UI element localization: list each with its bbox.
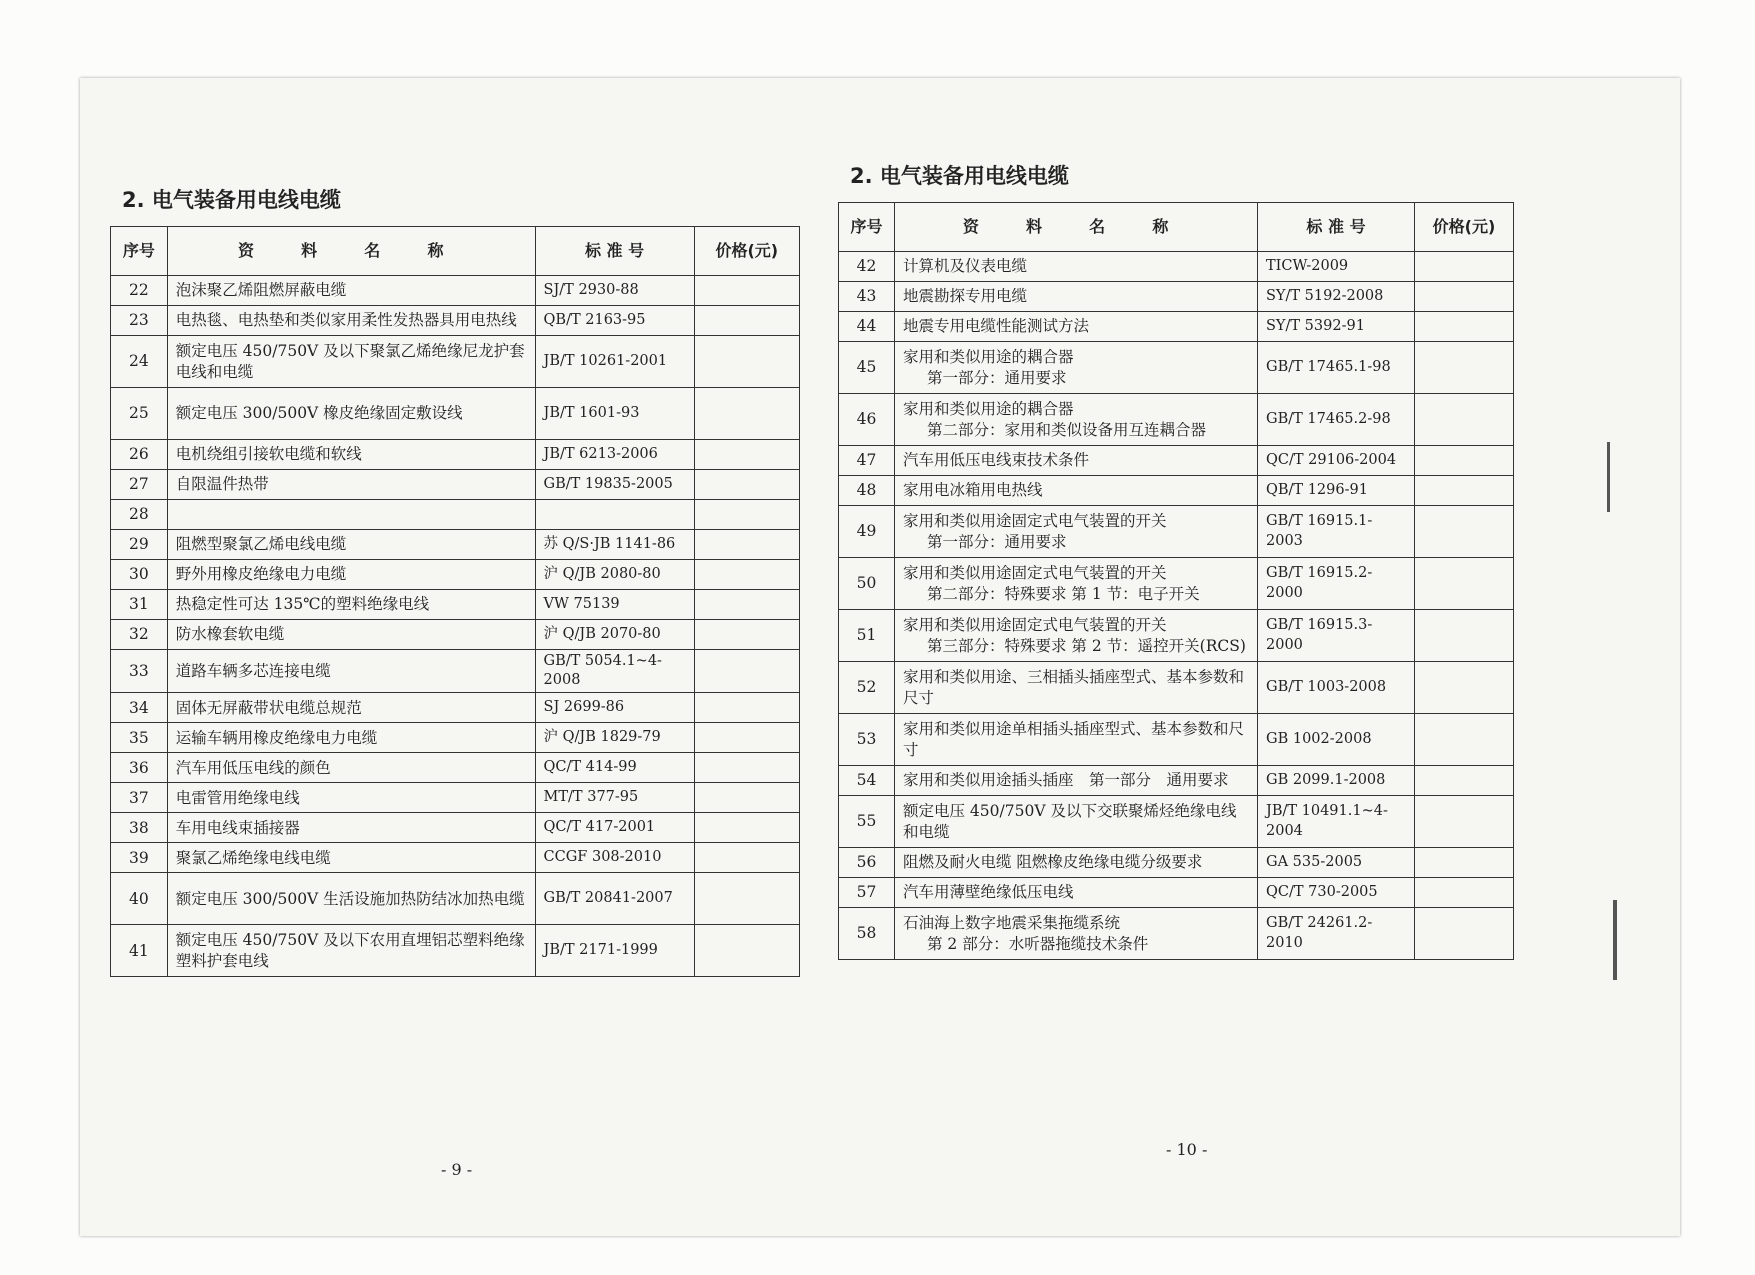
table-row <box>839 342 1514 394</box>
cell-name-line: 泡沫聚乙烯阻燃屏蔽电缆 <box>175 281 347 300</box>
cell-price <box>1415 312 1514 342</box>
table-row <box>839 558 1514 610</box>
cell-name-line: 防水橡套软电缆 <box>175 625 285 644</box>
cell-name <box>167 693 535 723</box>
cell-price <box>1415 282 1514 312</box>
standards-table <box>110 226 800 977</box>
cell-seq: 48 <box>839 476 895 506</box>
cell-name <box>167 306 535 336</box>
cell-name <box>895 282 1258 312</box>
cell-seq: 36 <box>111 753 168 783</box>
cell-name <box>895 662 1258 714</box>
cell-name <box>895 312 1258 342</box>
cell-seq: 29 <box>111 530 168 560</box>
cell-seq: 22 <box>111 276 168 306</box>
cell-seq: 39 <box>111 843 168 873</box>
right-page <box>838 160 1513 960</box>
cell-price <box>694 925 799 977</box>
table-row <box>839 766 1514 796</box>
cell-name-line: 家用和类似用途固定式电气装置的开关 <box>903 616 1167 635</box>
cell-price <box>1415 714 1514 766</box>
cell-standard: JB/T 1601-93 <box>535 388 694 440</box>
col-header-name: 资 料 名 称 <box>895 203 1258 252</box>
cell-standard: GB/T 1003-2008 <box>1258 662 1415 714</box>
cell-price <box>1415 394 1514 446</box>
table-row <box>839 476 1514 506</box>
cell-name <box>167 530 535 560</box>
cell-name-subline: 第一部分：通用要求 <box>927 368 1067 387</box>
cell-name <box>895 848 1258 878</box>
cell-name-line: 额定电压 450/750V 及以下交联聚烯烃绝缘电线和电缆 <box>903 802 1237 841</box>
table-row <box>839 662 1514 714</box>
cell-seq: 42 <box>839 252 895 282</box>
cell-standard: SY/T 5392-91 <box>1258 312 1415 342</box>
cell-name <box>895 558 1258 610</box>
cell-seq: 58 <box>839 908 895 960</box>
cell-name <box>895 908 1258 960</box>
cell-seq: 56 <box>839 848 895 878</box>
cell-price <box>694 440 799 470</box>
cell-seq: 45 <box>839 342 895 394</box>
cell-name-line: 石油海上数字地震采集拖缆系统 <box>903 914 1121 933</box>
cell-standard: QB/T 1296-91 <box>1258 476 1415 506</box>
cell-name <box>895 446 1258 476</box>
cell-standard: 苏 Q/S·JB 1141-86 <box>535 530 694 560</box>
cell-standard: GB/T 19835-2005 <box>535 470 694 500</box>
cell-name-line: 汽车用薄壁绝缘低压电线 <box>903 883 1074 902</box>
cell-seq: 40 <box>111 873 168 925</box>
cell-name-line: 道路车辆多芯连接电缆 <box>175 661 331 680</box>
cell-seq: 41 <box>111 925 168 977</box>
cell-name-line: 电雷管用绝缘电线 <box>175 788 300 807</box>
col-header-price: 价格(元) <box>1415 203 1514 252</box>
table-row <box>111 813 800 843</box>
cell-name-line: 家用和类似用途的耦合器 <box>903 348 1074 367</box>
cell-price <box>1415 476 1514 506</box>
cell-price <box>694 530 799 560</box>
cell-seq: 26 <box>111 440 168 470</box>
cell-price <box>1415 766 1514 796</box>
table-row <box>839 878 1514 908</box>
cell-name-line: 额定电压 300/500V 生活设施加热防结冰加热电缆 <box>175 889 525 908</box>
section-heading: 2. 电气装备用电线电缆 <box>850 164 1069 188</box>
cell-name <box>895 506 1258 558</box>
cell-name-subline: 第 2 部分：水听器拖缆技术条件 <box>927 934 1149 953</box>
cell-name-subline: 第二部分：家用和类似设备用互连耦合器 <box>927 420 1207 439</box>
cell-name <box>167 470 535 500</box>
cell-name <box>167 843 535 873</box>
standards-table <box>838 202 1514 960</box>
cell-name-line: 计算机及仪表电缆 <box>903 257 1028 276</box>
cell-price <box>694 306 799 336</box>
cell-name <box>167 500 535 530</box>
table-row <box>111 723 800 753</box>
cell-seq: 46 <box>839 394 895 446</box>
cell-price <box>1415 252 1514 282</box>
cell-name-line: 车用电线束插接器 <box>175 818 300 837</box>
cell-name-subline: 第二部分：特殊要求 第 1 节：电子开关 <box>927 584 1200 603</box>
cell-seq: 52 <box>839 662 895 714</box>
table-row <box>111 336 800 388</box>
cell-name-line: 固体无屏蔽带状电缆总规范 <box>175 698 362 717</box>
cell-price <box>1415 610 1514 662</box>
cell-price <box>694 500 799 530</box>
cell-seq: 28 <box>111 500 168 530</box>
cell-seq: 35 <box>111 723 168 753</box>
table-row <box>839 610 1514 662</box>
cell-price <box>1415 506 1514 558</box>
cell-name-line: 聚氯乙烯绝缘电线电缆 <box>175 848 331 867</box>
table-row <box>839 714 1514 766</box>
cell-name <box>895 878 1258 908</box>
cell-name <box>167 873 535 925</box>
cell-price <box>694 650 799 693</box>
cell-name-line: 阻燃及耐火电缆 阻燃橡皮绝缘电缆分级要求 <box>903 853 1203 872</box>
cell-seq: 43 <box>839 282 895 312</box>
cell-price <box>694 873 799 925</box>
table-row <box>839 848 1514 878</box>
section-heading: 2. 电气装备用电线电缆 <box>122 188 341 212</box>
table-row <box>839 446 1514 476</box>
cell-name-line: 家用和类似用途插头插座 第一部分 通用要求 <box>903 771 1229 790</box>
cell-seq: 37 <box>111 783 168 813</box>
cell-standard: GB/T 17465.1-98 <box>1258 342 1415 394</box>
cell-standard: GA 535-2005 <box>1258 848 1415 878</box>
cell-price <box>694 336 799 388</box>
cell-seq: 30 <box>111 560 168 590</box>
col-header-seq: 序号 <box>839 203 895 252</box>
cell-price <box>694 470 799 500</box>
cell-standard: GB 1002-2008 <box>1258 714 1415 766</box>
table-row <box>111 925 800 977</box>
cell-name-line: 阻燃型聚氯乙烯电线电缆 <box>175 535 347 554</box>
cell-name <box>167 560 535 590</box>
table-row <box>111 620 800 650</box>
cell-standard: QC/T 417-2001 <box>535 813 694 843</box>
table-body <box>111 276 800 977</box>
cell-price <box>1415 446 1514 476</box>
cell-seq: 54 <box>839 766 895 796</box>
cell-price <box>1415 848 1514 878</box>
cell-price <box>1415 342 1514 394</box>
table-row <box>111 530 800 560</box>
cell-name-line: 运输车辆用橡皮绝缘电力电缆 <box>175 728 378 747</box>
cell-price <box>1415 662 1514 714</box>
cell-seq: 51 <box>839 610 895 662</box>
cell-name <box>895 796 1258 848</box>
table-row <box>111 783 800 813</box>
table-row <box>111 306 800 336</box>
cell-standard: 沪 Q/JB 1829-79 <box>535 723 694 753</box>
cell-seq: 27 <box>111 470 168 500</box>
cell-price <box>694 388 799 440</box>
col-header-std: 标 准 号 <box>535 227 694 276</box>
cell-name <box>167 650 535 693</box>
cell-seq: 38 <box>111 813 168 843</box>
cell-standard: JB/T 10491.1~4-2004 <box>1258 796 1415 848</box>
table-row <box>111 440 800 470</box>
cell-seq: 47 <box>839 446 895 476</box>
col-header-seq: 序号 <box>111 227 168 276</box>
cell-name <box>167 753 535 783</box>
cell-standard: VW 75139 <box>535 590 694 620</box>
cell-name-line: 额定电压 300/500V 橡皮绝缘固定敷设线 <box>175 404 463 423</box>
cell-standard: QC/T 29106-2004 <box>1258 446 1415 476</box>
cell-name-line: 家用和类似用途单相插头插座型式、基本参数和尺寸 <box>903 720 1245 759</box>
table-row <box>111 843 800 873</box>
cell-name-line: 地震勘探专用电缆 <box>903 287 1028 306</box>
cell-name-subline: 第三部分：特殊要求 第 2 节：遥控开关(RCS) <box>927 636 1246 655</box>
binding-mark <box>1613 900 1617 980</box>
col-header-name: 资 料 名 称 <box>167 227 535 276</box>
binding-mark <box>1607 442 1610 512</box>
cell-name-subline: 第一部分：通用要求 <box>927 532 1067 551</box>
cell-name <box>895 252 1258 282</box>
table-row <box>111 873 800 925</box>
cell-price <box>1415 908 1514 960</box>
cell-price <box>694 590 799 620</box>
cell-price <box>694 813 799 843</box>
table-header-row <box>111 227 800 276</box>
cell-name <box>895 476 1258 506</box>
cell-standard <box>535 500 694 530</box>
cell-name <box>167 925 535 977</box>
cell-seq: 44 <box>839 312 895 342</box>
cell-standard: QB/T 2163-95 <box>535 306 694 336</box>
table-row <box>839 796 1514 848</box>
table-row <box>111 693 800 723</box>
cell-price <box>694 693 799 723</box>
table-row <box>111 388 800 440</box>
cell-name-line: 自限温件热带 <box>175 475 269 494</box>
cell-standard: 沪 Q/JB 2070-80 <box>535 620 694 650</box>
cell-standard: MT/T 377-95 <box>535 783 694 813</box>
table-row <box>839 506 1514 558</box>
cell-standard: GB/T 16915.2-2000 <box>1258 558 1415 610</box>
table-row <box>839 282 1514 312</box>
cell-name <box>167 723 535 753</box>
cell-price <box>694 560 799 590</box>
cell-seq: 57 <box>839 878 895 908</box>
cell-name <box>895 394 1258 446</box>
table-header-row <box>839 203 1514 252</box>
table-body <box>839 252 1514 960</box>
cell-seq: 33 <box>111 650 168 693</box>
cell-standard: 沪 Q/JB 2080-80 <box>535 560 694 590</box>
cell-seq: 50 <box>839 558 895 610</box>
page-number: - 10 - <box>1166 1140 1208 1159</box>
cell-price <box>694 620 799 650</box>
page-number: - 9 - <box>441 1160 473 1179</box>
cell-seq: 49 <box>839 506 895 558</box>
cell-name-line: 家用和类似用途固定式电气装置的开关 <box>903 564 1167 583</box>
cell-standard: TICW-2009 <box>1258 252 1415 282</box>
cell-price <box>694 753 799 783</box>
cell-name-line: 汽车用低压电线束技术条件 <box>903 451 1090 470</box>
cell-standard: CCGF 308-2010 <box>535 843 694 873</box>
cell-standard: JB/T 6213-2006 <box>535 440 694 470</box>
cell-standard: JB/T 10261-2001 <box>535 336 694 388</box>
table-row <box>111 500 800 530</box>
cell-standard: GB/T 16915.1-2003 <box>1258 506 1415 558</box>
table-row <box>839 394 1514 446</box>
table-row <box>111 276 800 306</box>
cell-price <box>694 276 799 306</box>
cell-standard: QC/T 414-99 <box>535 753 694 783</box>
table-row <box>111 753 800 783</box>
cell-seq: 34 <box>111 693 168 723</box>
cell-name <box>167 813 535 843</box>
col-header-price: 价格(元) <box>694 227 799 276</box>
cell-name <box>895 714 1258 766</box>
cell-price <box>1415 558 1514 610</box>
cell-name-line: 家用和类似用途的耦合器 <box>903 400 1074 419</box>
cell-price <box>1415 878 1514 908</box>
left-page <box>110 180 800 977</box>
cell-name-line: 额定电压 450/750V 及以下聚氯乙烯绝缘尼龙护套电线和电缆 <box>175 342 525 381</box>
cell-name-line: 电机绕组引接软电缆和软线 <box>175 445 362 464</box>
cell-standard: JB/T 2171-1999 <box>535 925 694 977</box>
cell-price <box>694 783 799 813</box>
cell-standard: SJ/T 2930-88 <box>535 276 694 306</box>
col-header-std: 标 准 号 <box>1258 203 1415 252</box>
cell-name-line: 地震专用电缆性能测试方法 <box>903 317 1090 336</box>
cell-standard: GB/T 16915.3-2000 <box>1258 610 1415 662</box>
cell-name <box>167 440 535 470</box>
table-row <box>111 470 800 500</box>
cell-standard: SY/T 5192-2008 <box>1258 282 1415 312</box>
cell-seq: 23 <box>111 306 168 336</box>
cell-seq: 25 <box>111 388 168 440</box>
cell-name-line: 额定电压 450/750V 及以下农用直埋铝芯塑料绝缘塑料护套电线 <box>175 931 525 970</box>
cell-name <box>167 276 535 306</box>
cell-name <box>895 610 1258 662</box>
table-row <box>111 650 800 693</box>
cell-name-line: 汽车用低压电线的颜色 <box>175 758 331 777</box>
cell-name-line: 家用电冰箱用电热线 <box>903 481 1043 500</box>
table-row <box>839 908 1514 960</box>
cell-name <box>167 620 535 650</box>
cell-name-line: 热稳定性可达 135℃的塑料绝缘电线 <box>175 595 430 614</box>
cell-standard: GB 2099.1-2008 <box>1258 766 1415 796</box>
cell-standard: QC/T 730-2005 <box>1258 878 1415 908</box>
cell-seq: 55 <box>839 796 895 848</box>
cell-price <box>694 843 799 873</box>
table-row <box>111 590 800 620</box>
cell-standard: GB/T 5054.1~4-2008 <box>535 650 694 693</box>
cell-standard: GB/T 24261.2-2010 <box>1258 908 1415 960</box>
cell-name-line: 电热毯、电热垫和类似家用柔性发热器具用电热线 <box>175 311 517 330</box>
cell-name-line: 家用和类似用途、三相插头插座型式、基本参数和尺寸 <box>903 668 1245 707</box>
cell-standard: GB/T 20841-2007 <box>535 873 694 925</box>
cell-standard: SJ 2699-86 <box>535 693 694 723</box>
cell-name <box>895 766 1258 796</box>
cell-seq: 24 <box>111 336 168 388</box>
cell-name <box>167 783 535 813</box>
cell-name <box>167 336 535 388</box>
cell-name <box>895 342 1258 394</box>
cell-name <box>167 590 535 620</box>
cell-seq: 53 <box>839 714 895 766</box>
cell-name <box>167 388 535 440</box>
table-row <box>839 252 1514 282</box>
cell-name-line: 家用和类似用途固定式电气装置的开关 <box>903 512 1167 531</box>
cell-price <box>694 723 799 753</box>
cell-name-line: 野外用橡皮绝缘电力电缆 <box>175 565 347 584</box>
cell-standard: GB/T 17465.2-98 <box>1258 394 1415 446</box>
table-row <box>839 312 1514 342</box>
cell-seq: 31 <box>111 590 168 620</box>
table-row <box>111 560 800 590</box>
cell-price <box>1415 796 1514 848</box>
cell-seq: 32 <box>111 620 168 650</box>
